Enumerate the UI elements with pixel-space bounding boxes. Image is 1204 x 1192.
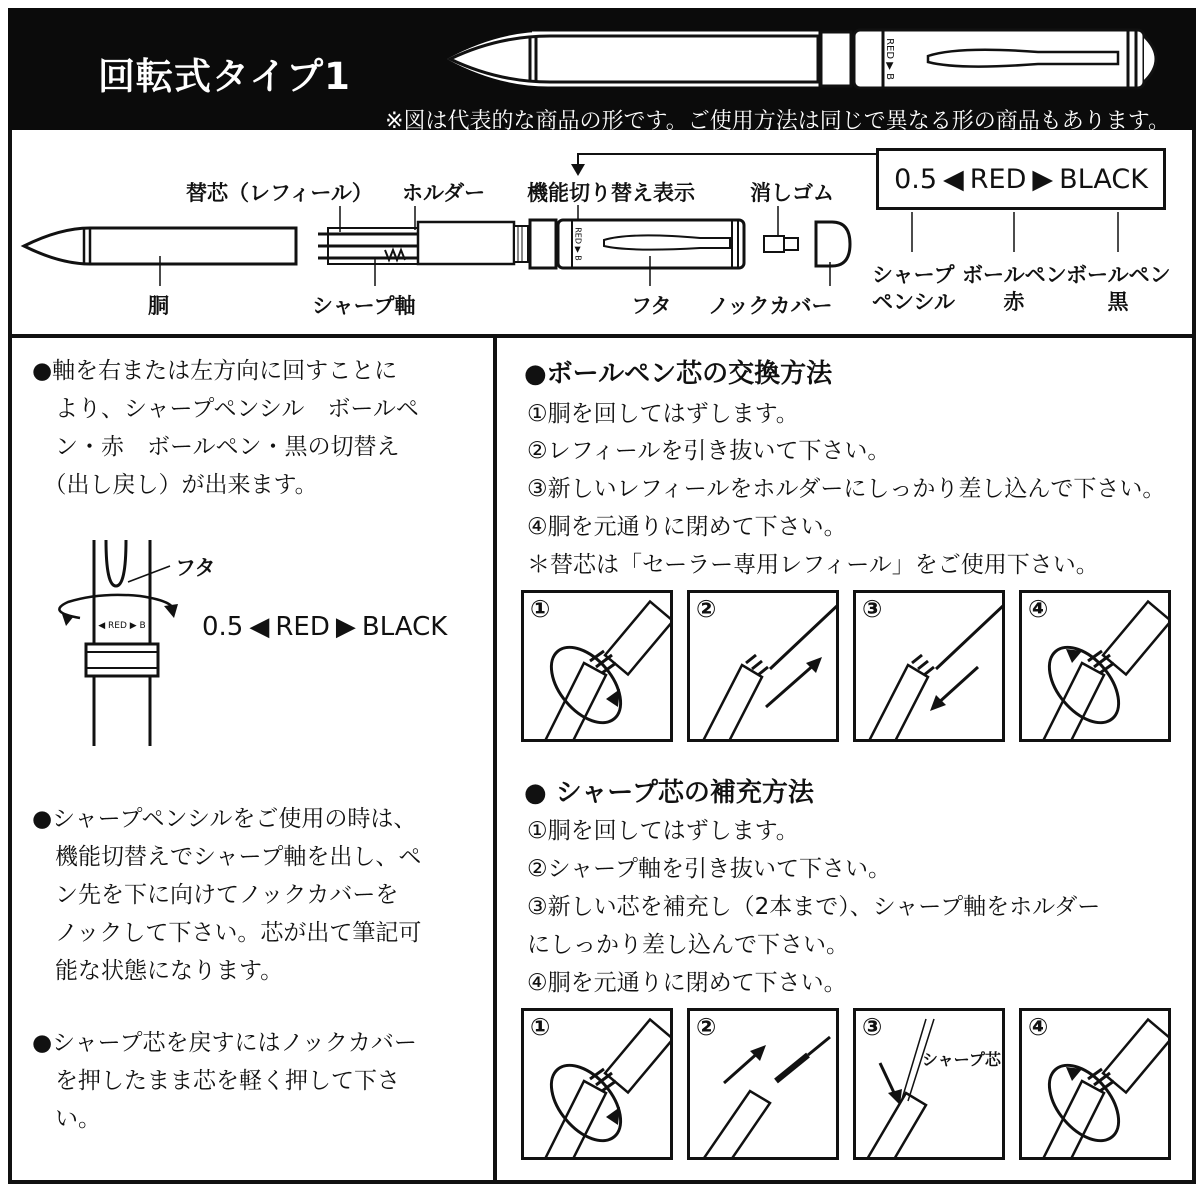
lead-step: ③新しい芯を補充し（2本まで）、シャープ軸をホルダー bbox=[527, 894, 1101, 920]
left-selector-red: RED bbox=[275, 612, 330, 642]
selector-display bbox=[876, 148, 1166, 210]
selector-label-pencil-line1: シャープ bbox=[872, 263, 955, 287]
lead-panel-2 bbox=[687, 1008, 839, 1160]
selector-left-arrow-icon: ◀ bbox=[943, 163, 964, 195]
lead-heading: ● シャープ芯の補充方法 bbox=[524, 778, 814, 808]
panel-number: ② bbox=[696, 595, 717, 623]
left-para1-line: より、シャープペンシル ボールペ bbox=[32, 396, 419, 422]
left-selector-black: BLACK bbox=[361, 612, 448, 642]
left-para3-line: を押したまま芯を軽く押して下さ bbox=[32, 1068, 400, 1094]
lead-panel-4 bbox=[1019, 1008, 1171, 1160]
lead-step: ①胴を回してはずします。 bbox=[527, 818, 799, 844]
ballpoint-step: ②レフィールを引き抜いて下さい。 bbox=[527, 438, 891, 464]
left-para1-line: ●軸を右または左方向に回すことに bbox=[32, 358, 398, 384]
left-para-rotation bbox=[32, 352, 482, 504]
label-knock-cover: ノックカバー bbox=[708, 294, 833, 318]
panel-number: ③ bbox=[862, 1013, 883, 1041]
selector-label-pencil bbox=[872, 262, 955, 316]
column-divider bbox=[493, 338, 497, 1184]
left-para2-line: 能な状態になります。 bbox=[32, 958, 284, 984]
label-function-display: 機能切り替え表示 bbox=[527, 181, 695, 205]
left-selector-pencil: 0.5 bbox=[202, 612, 244, 642]
lead-step: にしっかり差し込んで下さい。 bbox=[527, 932, 849, 958]
ballpoint-step: ①胴を回してはずします。 bbox=[527, 401, 799, 427]
label-sharp-shaft: シャープ軸 bbox=[312, 294, 416, 318]
panel-number: ③ bbox=[862, 595, 883, 623]
left-para2-line: ノックして下さい。芯が出て筆記可 bbox=[32, 920, 422, 946]
selector-label-red bbox=[962, 262, 1066, 316]
lead-panel-1 bbox=[521, 1008, 673, 1160]
left-para2-line: 機能切替えでシャープ軸を出し、ペ bbox=[32, 844, 422, 870]
panel-number: ④ bbox=[1028, 595, 1049, 623]
selector-label-black-line1: ボールペン bbox=[1066, 263, 1171, 287]
left-para-lead-return bbox=[32, 1024, 482, 1138]
section-divider bbox=[8, 334, 1196, 338]
header-note: ※図は代表的な商品の形です。ご使用方法は同じで異なる形の商品もあります。 bbox=[385, 109, 1170, 134]
pen-tag-label: RED ▶ B bbox=[884, 38, 895, 80]
panel-number: ④ bbox=[1028, 1013, 1049, 1041]
ballpoint-heading: ●ボールペン芯の交換方法 bbox=[524, 359, 833, 389]
panel-drawing bbox=[1022, 593, 1171, 742]
ballpoint-panel-3 bbox=[853, 590, 1005, 742]
left-para2-line: ●シャープペンシルをご使用の時は、 bbox=[32, 806, 417, 832]
left-selector-left-arrow-icon: ◀ bbox=[249, 612, 270, 642]
selector-label-pencil-line2: ペンシル bbox=[872, 290, 955, 314]
panel-drawing bbox=[1022, 1011, 1171, 1160]
label-refill: 替芯（レフィール） bbox=[186, 181, 373, 205]
lead-step: ④胴を元通りに閉めて下さい。 bbox=[527, 970, 847, 996]
panel-drawing bbox=[524, 593, 673, 742]
left-para2-line: ン先を下に向けてノックカバーを bbox=[32, 882, 399, 908]
panel-drawing bbox=[856, 1011, 1005, 1160]
page-title: 回転式タイプ1 bbox=[98, 55, 351, 98]
left-cap-label: フタ bbox=[175, 556, 216, 580]
panel-number: ② bbox=[696, 1013, 717, 1041]
panel-number: ① bbox=[530, 1013, 551, 1041]
ballpoint-step: ④胴を元通りに閉めて下さい。 bbox=[527, 514, 847, 540]
diagram-tag-label: RED ▶ B bbox=[573, 227, 583, 261]
label-holder: ホルダー bbox=[402, 181, 486, 205]
label-barrel: 胴 bbox=[148, 294, 169, 318]
panel-drawing bbox=[690, 593, 839, 742]
left-selector-text bbox=[202, 612, 447, 642]
panel-drawing bbox=[856, 593, 1005, 742]
lead-panel-3 bbox=[853, 1008, 1005, 1160]
panel-drawing bbox=[690, 1011, 839, 1160]
rotation-tag-label: ◀ RED ▶ B bbox=[98, 621, 146, 631]
ballpoint-note: ＊替芯は「セーラー専用レフィール」をご使用下さい。 bbox=[527, 552, 1099, 578]
selector-black: BLACK bbox=[1059, 163, 1148, 195]
lead-label: シャープ芯 bbox=[922, 1050, 1001, 1069]
selector-red: RED bbox=[969, 163, 1027, 195]
label-eraser: 消しゴム bbox=[750, 181, 834, 205]
ballpoint-panel-1 bbox=[521, 590, 673, 742]
selector-right-arrow-icon: ▶ bbox=[1032, 163, 1054, 195]
ballpoint-panel-2 bbox=[687, 590, 839, 742]
selector-pencil: 0.5 bbox=[894, 163, 938, 195]
left-para1-line: （出し戻し）が出来ます。 bbox=[32, 472, 318, 498]
selector-label-red-line2: 赤 bbox=[1003, 290, 1025, 314]
left-selector-right-arrow-icon: ▶ bbox=[335, 612, 356, 642]
left-para1-line: ン・赤 ボールペン・黒の切替え bbox=[32, 434, 400, 460]
left-para-pencil-use bbox=[32, 800, 482, 990]
left-para3-line: ●シャープ芯を戻すにはノックカバー bbox=[32, 1030, 417, 1056]
label-cap: フタ bbox=[631, 294, 672, 318]
selector-label-black-line2: 黒 bbox=[1107, 290, 1129, 314]
panel-number: ① bbox=[530, 595, 551, 623]
panel-drawing bbox=[524, 1011, 673, 1160]
ballpoint-step: ③新しいレフィールをホルダーにしっかり差し込んで下さい。 bbox=[527, 476, 1166, 502]
ballpoint-panel-4 bbox=[1019, 590, 1171, 742]
lead-step: ②シャープ軸を引き抜いて下さい。 bbox=[527, 856, 892, 882]
left-para3-line: い。 bbox=[32, 1106, 101, 1132]
selector-label-black bbox=[1066, 262, 1170, 316]
selector-label-red-line1: ボールペン bbox=[962, 263, 1067, 287]
